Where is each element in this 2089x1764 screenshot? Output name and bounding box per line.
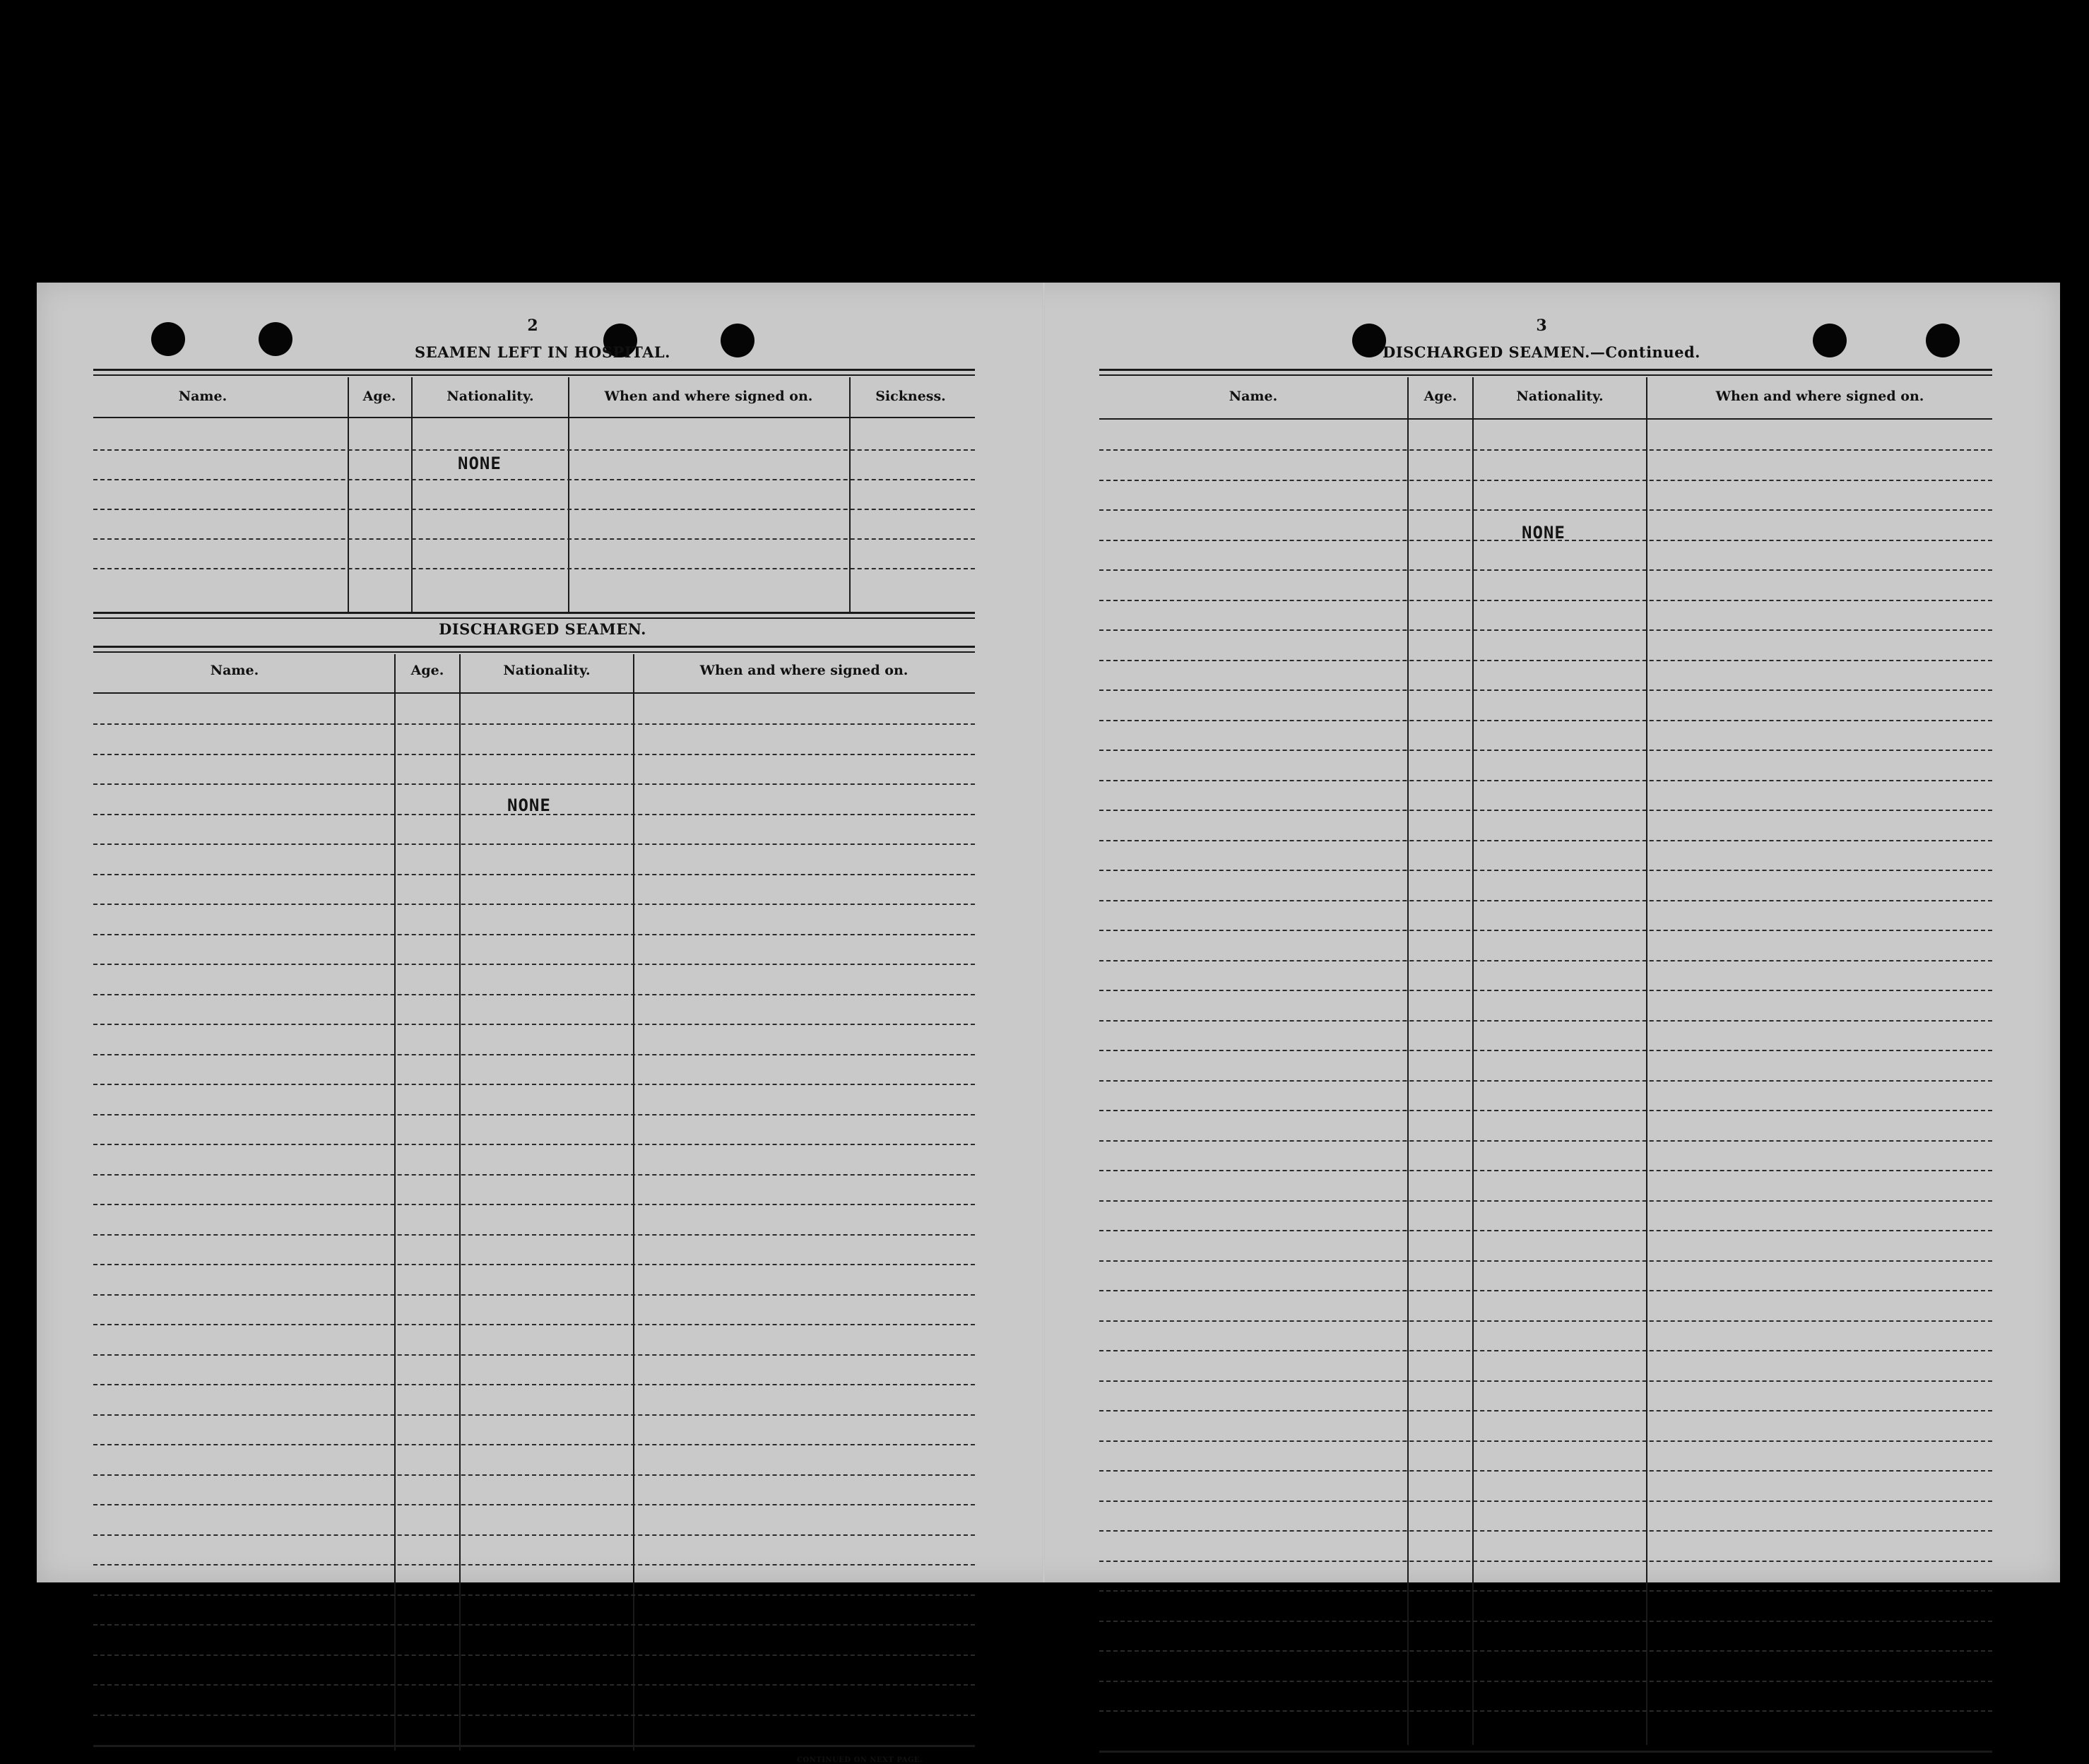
column-divider	[1407, 377, 1409, 1745]
ruled-row-line	[1099, 1440, 1992, 1442]
ruled-row-line	[1099, 1230, 1992, 1231]
ruled-row-line	[93, 1655, 975, 1656]
ruled-row-line	[1099, 1260, 1992, 1262]
discharged-continued-entry: NONE	[1522, 523, 1566, 543]
table-rule	[93, 617, 975, 619]
ruled-row-line	[1099, 480, 1992, 481]
ruled-row-line	[93, 934, 975, 935]
ruled-row-line	[1099, 1650, 1992, 1652]
ruled-row-line	[93, 1444, 975, 1445]
ruled-row-line	[93, 1264, 975, 1265]
ruled-row-line	[1099, 1530, 1992, 1532]
ruled-row-line	[93, 1234, 975, 1236]
ruled-row-line	[93, 568, 975, 569]
ruled-row-line	[1099, 1710, 1992, 1712]
column-divider	[459, 654, 461, 1751]
hospital-entry: NONE	[458, 454, 502, 473]
ruled-row-line	[93, 723, 975, 725]
table-rule	[93, 1745, 975, 1747]
ruled-row-line	[93, 783, 975, 785]
column-divider	[348, 377, 349, 612]
ruled-row-line	[1099, 600, 1992, 601]
ruled-row-line	[1099, 1380, 1992, 1382]
page-fold	[1043, 283, 1045, 1582]
ruled-row-line	[93, 1684, 975, 1686]
ruled-row-line	[1099, 1320, 1992, 1322]
table-rule	[1099, 374, 1992, 376]
column-header-signed-on: When and where signed on.	[699, 663, 909, 678]
ruled-row-line	[1099, 810, 1992, 811]
page-number: 3	[1536, 316, 1547, 335]
column-header-nationality: Nationality.	[503, 663, 591, 678]
ruled-row-line	[93, 1504, 975, 1505]
table-rule	[1099, 1751, 1992, 1753]
ruled-row-line	[1099, 1140, 1992, 1142]
ruled-row-line	[93, 1144, 975, 1145]
ruled-row-line	[93, 509, 975, 510]
ruled-row-line	[1099, 1470, 1992, 1472]
ruled-row-line	[1099, 449, 1992, 451]
ruled-row-line	[93, 1054, 975, 1055]
ruled-row-line	[1099, 900, 1992, 901]
column-divider	[568, 377, 569, 612]
ruled-row-line	[1099, 1020, 1992, 1022]
ruled-row-line	[1099, 780, 1992, 781]
discharged-entry: NONE	[507, 795, 551, 815]
ruled-row-line	[93, 1324, 975, 1325]
ruled-row-line	[93, 994, 975, 995]
column-header-nationality: Nationality.	[1516, 389, 1604, 404]
ruled-row-line	[1099, 1170, 1992, 1171]
ruled-row-line	[93, 1114, 975, 1115]
column-header-sickness: Sickness.	[875, 389, 946, 404]
ruled-row-line	[93, 1414, 975, 1416]
punch-hole	[1926, 324, 1960, 357]
header-rule	[93, 692, 975, 694]
column-header-name: Name.	[1229, 389, 1278, 404]
ruled-row-line	[93, 1624, 975, 1626]
ruled-row-line	[93, 479, 975, 480]
ruled-row-line	[1099, 1290, 1992, 1291]
ruled-row-line	[93, 1564, 975, 1565]
table-rule	[93, 374, 975, 376]
column-divider	[1472, 377, 1474, 1745]
column-divider	[411, 377, 413, 612]
ruled-row-line	[1099, 870, 1992, 871]
column-header-nationality: Nationality.	[446, 389, 534, 404]
table-rule	[1099, 369, 1992, 371]
punch-hole	[259, 322, 292, 356]
column-header-age: Age.	[362, 389, 396, 404]
ruled-row-line	[1099, 1561, 1992, 1562]
ruled-row-line	[1099, 660, 1992, 661]
ruled-row-line	[1099, 720, 1992, 721]
column-divider	[1646, 377, 1647, 1745]
ruled-row-line	[1099, 1200, 1992, 1202]
ruled-row-line	[1099, 569, 1992, 571]
ruled-row-line	[93, 964, 975, 965]
document-sheet	[37, 283, 2060, 1764]
ruled-row-line	[1099, 840, 1992, 841]
column-divider	[633, 654, 634, 1751]
ruled-row-line	[93, 1204, 975, 1205]
ruled-row-line	[1099, 1110, 1992, 1111]
ruled-row-line	[93, 1474, 975, 1476]
column-header-age: Age.	[410, 663, 444, 678]
table-rule	[93, 612, 975, 614]
ruled-row-line	[93, 538, 975, 540]
ruled-row-line	[1099, 1590, 1992, 1592]
punch-hole	[1813, 324, 1847, 357]
ruled-row-line	[1099, 1050, 1992, 1051]
column-divider	[849, 377, 851, 612]
continued-note: CONTINUED ON NEXT PAGE.	[797, 1756, 923, 1764]
table-rule	[93, 651, 975, 653]
header-rule	[93, 417, 975, 418]
ruled-row-line	[1099, 990, 1992, 991]
ruled-row-line	[93, 1594, 975, 1596]
ruled-row-line	[1099, 1080, 1992, 1082]
ruled-row-line	[1099, 689, 1992, 691]
column-divider	[394, 654, 396, 1751]
ruled-row-line	[1099, 750, 1992, 751]
page-number: 2	[527, 316, 538, 335]
punch-hole	[721, 324, 754, 357]
ruled-row-line	[93, 449, 975, 451]
ruled-row-line	[1099, 1500, 1992, 1502]
ruled-row-line	[93, 1294, 975, 1296]
ruled-row-line	[1099, 930, 1992, 931]
ruled-row-line	[93, 843, 975, 845]
ruled-row-line	[1099, 960, 1992, 961]
ruled-row-line	[93, 754, 975, 755]
ruled-row-line	[1099, 1350, 1992, 1351]
column-header-name: Name.	[178, 389, 227, 404]
column-header-name: Name.	[210, 663, 259, 678]
hospital-section-title: SEAMEN LEFT IN HOSPITAL.	[415, 343, 670, 361]
ruled-row-line	[93, 904, 975, 905]
punch-hole	[151, 322, 185, 356]
column-header-age: Age.	[1424, 389, 1457, 404]
ruled-row-line	[1099, 1681, 1992, 1682]
header-rule	[1099, 418, 1992, 420]
table-rule	[93, 369, 975, 371]
column-header-signed-on: When and where signed on.	[1715, 389, 1924, 404]
discharged-continued-title: DISCHARGED SEAMEN.—Continued.	[1383, 343, 1700, 361]
table-rule	[93, 646, 975, 648]
ruled-row-line	[93, 1384, 975, 1385]
ruled-row-line	[93, 874, 975, 875]
ruled-row-line	[93, 1715, 975, 1716]
ruled-row-line	[1099, 629, 1992, 631]
ruled-row-line	[93, 1084, 975, 1085]
ruled-row-line	[93, 1534, 975, 1536]
ruled-row-line	[93, 1354, 975, 1356]
ruled-row-line	[1099, 1621, 1992, 1622]
ruled-row-line	[1099, 509, 1992, 511]
discharged-section-title: DISCHARGED SEAMEN.	[439, 620, 646, 638]
ruled-row-line	[1099, 1410, 1992, 1411]
ruled-row-line	[93, 1024, 975, 1025]
ruled-row-line	[93, 1174, 975, 1176]
column-header-signed-on: When and where signed on.	[604, 389, 813, 404]
